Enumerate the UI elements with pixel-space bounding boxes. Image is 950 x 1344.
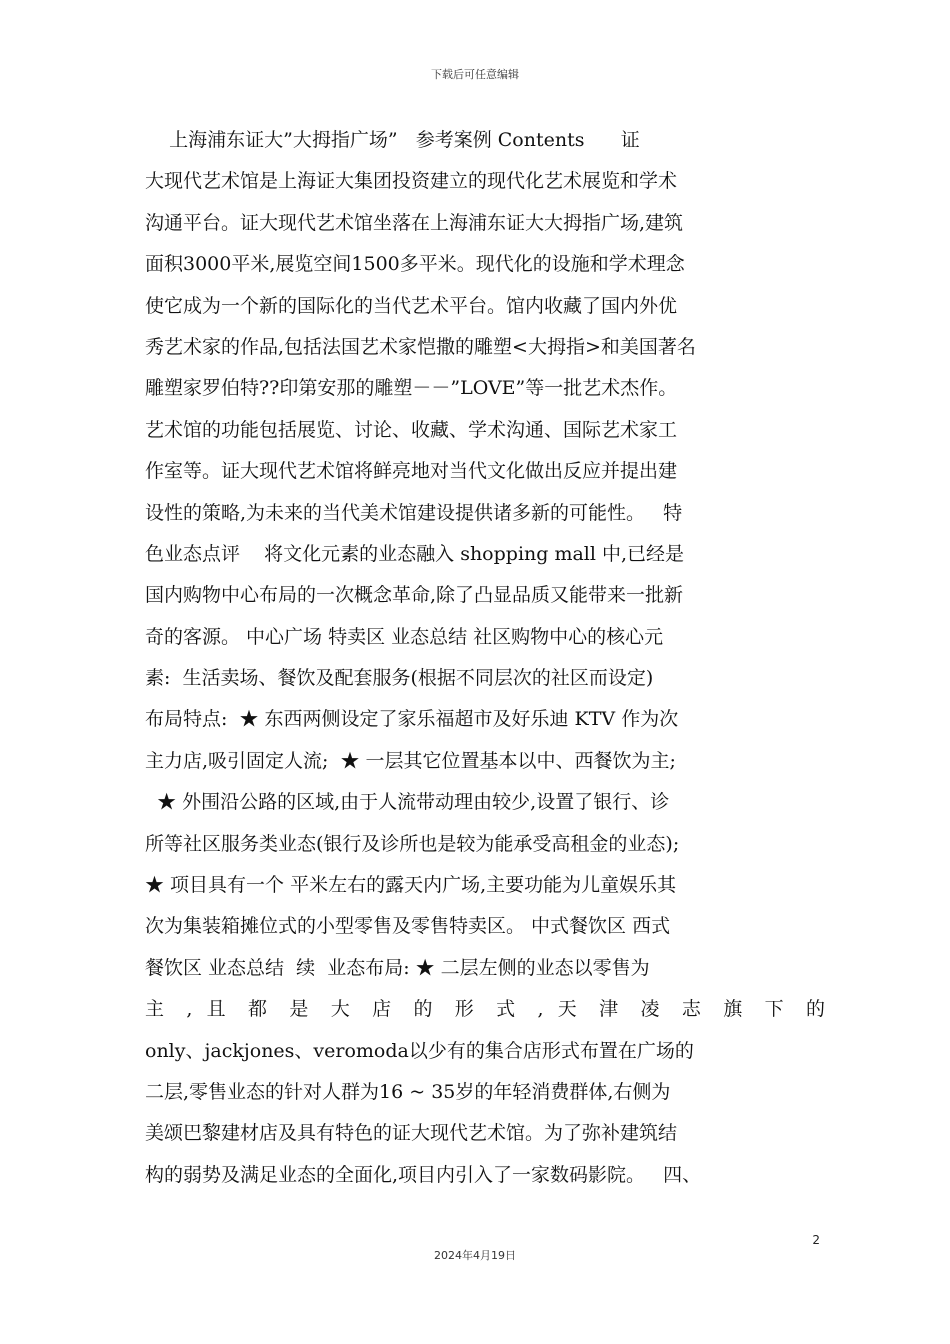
- text-line: 次为集装箱摊位式的小型零售及零售特卖区。 中式餐饮区 西式: [145, 915, 671, 938]
- text-line: 面积3000平米,展览空间1500多平米。现代化的设施和学术理念: [145, 253, 685, 276]
- text-line: 国内购物中心布局的一次概念革命,除了凸显品质又能带来一批新: [145, 584, 684, 607]
- text-line: ★ 外围沿公路的区域,由于人流带动理由较少,设置了银行、诊: [145, 791, 670, 814]
- text-line: 色业态点评 将文化元素的业态融入 shopping mall 中,已经是: [145, 542, 685, 565]
- text-line: 布局特点: ★ 东西两侧设定了家乐福超市及好乐迪 KTV 作为次: [145, 708, 679, 731]
- text-line: 主力店,吸引固定人流; ★ 一层其它位置基本以中、西餐饮为主;: [145, 749, 676, 772]
- text-line: only、jackjones、veromoda以少有的集合店形式布置在广场的: [145, 1039, 694, 1062]
- page-number: 2: [812, 1233, 820, 1247]
- page-header: 下载后可任意编辑: [431, 68, 519, 81]
- text-line: 设性的策略,为未来的当代美术馆建设提供诸多新的可能性。 特: [145, 501, 683, 524]
- text-line: 奇的客源。 中心广场 特卖区 业态总结 社区购物中心的核心元: [145, 625, 664, 648]
- text-line: 素: 生活卖场、餐饮及配套服务(根据不同层次的社区而设定): [145, 667, 654, 690]
- text-line: 艺术馆的功能包括展览、讨论、收藏、学术沟通、国际艺术家工: [145, 418, 678, 441]
- text-line: 秀艺术家的作品,包括法国艺术家恺撒的雕塑<大拇指>和美国著名: [145, 335, 696, 358]
- text-line: 二层,零售业态的针对人群为16 ~ 35岁的年轻消费群体,右侧为: [145, 1080, 671, 1103]
- text-line: 上海浦东证大”大拇指广场” 参考案例 Contents 证: [145, 129, 640, 151]
- text-line: 沟通平台。证大现代艺术馆坐落在上海浦东证大大拇指广场,建筑: [145, 211, 684, 234]
- text-line: 构的弱势及满足业态的全面化,项目内引入了一家数码影院。 四、: [145, 1163, 702, 1186]
- text-line: 雕塑家罗伯特??印第安那的雕塑－－”LOVE”等一批艺术杰作。: [145, 377, 678, 400]
- page-footer-date: 2024年4月19日: [434, 1249, 516, 1262]
- text-line: 大现代艺术馆是上海证大集团投资建立的现代化艺术展览和学术: [145, 170, 678, 193]
- body-text: [145, 120, 825, 1196]
- text-line: 餐饮区 业态总结 续 业态布局: ★ 二层左侧的业态以零售为: [145, 956, 650, 979]
- text-line: 使它成为一个新的国际化的当代艺术平台。馆内收藏了国内外优: [145, 294, 678, 317]
- text-line: 所等社区服务类业态(银行及诊所也是较为能承受高租金的业态);: [145, 832, 680, 855]
- text-line: ★ 项目具有一个 平米左右的露天内广场,主要功能为儿童娱乐其: [145, 874, 677, 897]
- text-line: 主 , 且 都 是 大 店 的 形 式 , 天 津 凌 志 旗 下 的: [145, 998, 825, 1021]
- text-line: 美颂巴黎建材店及具有特色的证大现代艺术馆。为了弥补建筑结: [145, 1122, 678, 1145]
- text-line: 作室等。证大现代艺术馆将鲜亮地对当代文化做出反应并提出建: [145, 460, 678, 483]
